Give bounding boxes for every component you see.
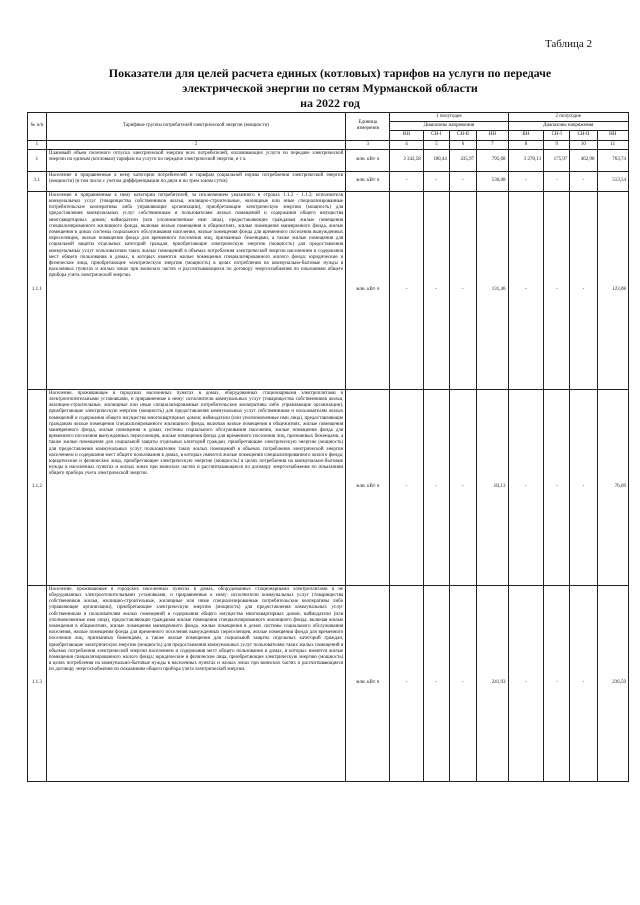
row-value: - (449, 389, 476, 585)
column-index-6: 7 (477, 140, 508, 149)
header-num: № п/п (28, 113, 47, 141)
header-level-5: СН-I (544, 131, 570, 140)
table-row (28, 171, 629, 191)
row-number: 1 (28, 149, 47, 171)
row-description: Население, проживающее в городских населенных пунктах в домах, оборудованных стационарными электроплитами и не оборудованных электроотопительными установками, и приравненные к нему: исполнители коммунальных услуг (товарищества собственников жилья, жилищно-строительные, жилищные или иные специализированные потребительские кооперативы либо управляющие организации), приобретающие электрическую энергию (мощность) для предоставления коммунальных услуг собственникам и пользователям жилых помещений и содержания общего имущества многоквартирных домов; наймодатели (или уполномоченные ими лица), предоставляющие гражданам жилые помещения специализированного жилищного фонда, включая жилые помещения в общежитиях, жилые помещения маневренного фонда, жилые помещения в домах системы социального обслуживания населения, жилые помещения фонда для временного поселения вынужденных переселенцев, жилые помещения фонда для временного поселения лиц, признанных беженцами, а также жилые помещения для социальной защиты отдельных категорий граждан, приобретающие электрическую энергию (мощность) для предоставления коммунальных услуг пользователям таких жилых помещений в объемах потребления электрической энергии населением и содержания мест общего пользования в домах, в которых имеются жилые помещения специализированного жилого фонда; юридические и физические лица, приобретающие электрическую энергию (мощность) в целях потребления на коммунально-бытовые нужды в населенных пунктах и жилых зонах при воинских частях и рассчитывающиеся по договору энергоснабжения по показаниям общего прибора учета электрической энергии. (46, 585, 345, 781)
column-index-3: 4 (390, 140, 424, 149)
row-value: 83,13 (477, 389, 508, 585)
column-index-5: 6 (449, 140, 476, 149)
row-unit: млн. кВт·ч (346, 389, 390, 585)
row-value: - (423, 171, 449, 191)
table-row (28, 191, 629, 389)
column-index-9: 10 (570, 140, 597, 149)
table-row (28, 149, 629, 171)
row-value: - (449, 171, 476, 191)
column-index-1: 2 (46, 140, 345, 149)
row-description: Плановый объем полезного отпуска электрической энергии всех потребителей, оплачивающих услуги по передаче электрической энергии по единым (котловым) тарифам на услуги по передаче электрической энергии, в т.ч. (46, 149, 345, 171)
header-half-1: 1 полугодие (390, 113, 508, 122)
column-index-2: 3 (346, 140, 390, 149)
header-level-1: СН-I (423, 131, 449, 140)
row-value: - (508, 585, 544, 781)
row-description: Население и приравненные к нему категории потребителей и тарифам социальной нормы потребления электрической энергии (мощности) (в том числе с учетом дифференциации по двум и по трем зонам суток) (46, 171, 345, 191)
title-line-2: электрической энергии по сетям Мурманской области (182, 81, 478, 95)
row-value: - (508, 171, 544, 191)
row-number: 1.1.1 (28, 191, 47, 389)
row-value: - (390, 171, 424, 191)
row-value: - (390, 585, 424, 781)
row-value: 76,09 (597, 389, 628, 585)
row-value: 513,54 (597, 171, 628, 191)
column-index-8: 9 (544, 140, 570, 149)
row-value: - (570, 171, 597, 191)
row-value: - (570, 585, 597, 781)
row-value: 241,93 (477, 585, 508, 781)
row-value: - (508, 191, 544, 389)
row-value: - (544, 585, 570, 781)
row-value: 795,68 (477, 149, 508, 171)
row-description: Население, проживающее в городских населенных пунктах в домах, оборудованных стационарными электроплитами и электроотопительными установками, и приравненные к нему: исполнители коммунальных услуг (товарищества собственников жилья, жилищно-строительные, жилищные или иные специализированные потребительские кооперативы либо управляющие организации), приобретающие электрическую энергию (мощность) для предоставления коммунальных услуг собственникам и пользователям жилых помещений и содержания общего имущества многоквартирных домов; наймодатели (или уполномоченные ими лица), предоставляющие гражданам жилые помещения специализированного жилищного фонда, включая жилые помещения в общежитиях, жилые помещения маневренного фонда, жилые помещения в домах системы социального обслуживания населения, жилые помещения фонда для временного поселения вынужденных переселенцев, жилые помещения фонда для временного поселения лиц, признанных беженцами, а также жилые помещения для социальной защиты отдельных категорий граждан, приобретающие электрическую энергию (мощность) для предоставления коммунальных услуг пользователям таких жилых помещений в объемах потребления электрической энергии населением и содержания мест общего пользования в домах, в которых имеются жилые помещения специализированного жилого фонда; юридические и физические лица, приобретающие электрическую энергию (мощность) в целях потребления на коммунально-бытовые нужды в населенных пунктах и жилых зонах при воинских частях и рассчитывающиеся по договору энергоснабжения по показаниям общего прибора учета электрической энергии. (46, 389, 345, 585)
header-voltage-range-1: Диапазоны напряжения (390, 122, 508, 131)
row-value: 3 342,58 (390, 149, 424, 171)
row-value: - (423, 191, 449, 389)
column-index-10: 11 (597, 140, 628, 149)
row-number: 1.1.3 (28, 585, 47, 781)
row-value: 175,97 (544, 149, 570, 171)
column-index-row (28, 140, 629, 149)
header-level-7: НН (597, 131, 628, 140)
row-value: 536,08 (477, 171, 508, 191)
row-value: 763,74 (597, 149, 628, 171)
row-number: 1.1 (28, 171, 47, 191)
header-level-2: СН-II (449, 131, 476, 140)
title-line-3: на 2022 год (300, 96, 360, 110)
header-voltage-range-2: Диапазоны напряжения (508, 122, 628, 131)
header-unit: Единица измерения (346, 113, 390, 141)
row-number: 1.1.2 (28, 389, 47, 585)
table-row (28, 389, 629, 585)
column-index-4: 5 (423, 140, 449, 149)
header-level-3: НН (477, 131, 508, 140)
tariff-table (27, 112, 629, 782)
row-unit: млн. кВт·ч (346, 191, 390, 389)
row-value: 236,59 (597, 585, 628, 781)
row-value: - (508, 389, 544, 585)
row-value: - (570, 389, 597, 585)
row-value: - (544, 389, 570, 585)
header-half-2: 2 полугодие (508, 113, 628, 122)
table-label: Таблица 2 (544, 38, 592, 50)
row-value: 180,44 (423, 149, 449, 171)
row-value: - (423, 389, 449, 585)
document-title (60, 66, 600, 111)
row-value: 3 278,13 (508, 149, 544, 171)
column-index-7: 8 (508, 140, 544, 149)
title-line-1: Показатели для целей расчета единых (котловых) тарифов на услуги по передаче (108, 66, 552, 80)
row-unit: млн. кВт·ч (346, 149, 390, 171)
table-body (28, 149, 629, 781)
row-value: - (449, 191, 476, 389)
row-value: 123,08 (597, 191, 628, 389)
row-value: - (570, 191, 597, 389)
header-groups: Тарифные группы потребителей электрической энергии (мощности) (46, 113, 345, 141)
row-description: Население и приравненные к нему категории потребителей, за исключением указанного в строках 1.1.2 - 1.1.3; исполнители коммунальных услуг (товарищества собственников жилья, жилищно-строительные, жилищные или иные специализированные потребительские кооперативы либо управляющие организации), приобретающие электрическую энергию (мощность) для предоставления коммунальных услуг собственникам и пользователям жилых помещений и содержания общего имущества многоквартирных домов; наймодатели (или уполномоченные ими лица), предоставляющие гражданам жилые помещения специализированного жилищного фонда, включая жилые помещения в общежитиях, жилые помещения маневренного фонда, жилые помещения в домах системы социального обслуживания населения, жилые помещения фонда для временного поселения вынужденных переселенцев, жилые помещения фонда для временного поселения лиц, признанных беженцами, а также жилые помещения для социальной защиты отдельных категорий граждан, приобретающие электрическую энергию (мощность) для предоставления коммунальных услуг пользователям таких жилых помещений в объемах потребления электрической энергии населением и содержания мест общего пользования в домах, в которых имеются жилые помещения специализированного жилого фонда; юридические и физические лица, приобретающие электрическую энергию (мощность) в целях потребления на коммунально-бытовые нужды в населенных пунктах и жилых зонах при воинских частях и рассчитывающиеся по договору энергоснабжения по показаниям общего прибора учета электрической энергии. (46, 191, 345, 389)
row-value: - (449, 585, 476, 781)
header-level-4: ВН (508, 131, 544, 140)
header-level-6: СН-II (570, 131, 597, 140)
row-unit: млн. кВт·ч (346, 171, 390, 191)
row-value: 462,98 (570, 149, 597, 171)
table-row (28, 585, 629, 781)
row-value: 131,46 (477, 191, 508, 389)
row-unit: млн. кВт·ч (346, 585, 390, 781)
row-value: - (390, 389, 424, 585)
row-value: - (544, 171, 570, 191)
header-level-0: ВН (390, 131, 424, 140)
row-value: - (390, 191, 424, 389)
row-value: - (544, 191, 570, 389)
column-index-0: 1 (28, 140, 47, 149)
header-row-1 (28, 113, 629, 122)
row-value: - (423, 585, 449, 781)
row-value: 435,97 (449, 149, 476, 171)
